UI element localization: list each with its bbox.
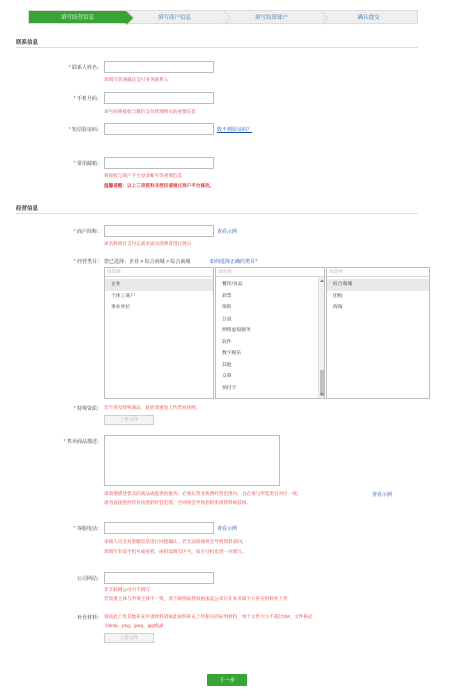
scroll-up-icon[interactable] [320, 279, 324, 282]
category-col2-item[interactable]: 网络虚拟服务 [222, 328, 251, 333]
desc-textarea[interactable] [104, 435, 280, 486]
progress-steps [28, 10, 418, 24]
category-col2-item[interactable]: 数字娱乐 [222, 351, 242, 356]
category-column-1[interactable] [104, 267, 214, 399]
category-col2-item[interactable]: 彩票 [222, 293, 232, 299]
desc-hint-2: 请勿直接照抄营业执照的经营范围，否则将会导致您的申请资料被驳回。 [104, 500, 252, 505]
step-1 [29, 11, 126, 23]
website-input[interactable] [104, 572, 214, 584]
category-col2-item[interactable]: 软件 [222, 339, 232, 345]
category-help-link[interactable]: 如何选择正确的类目？ [210, 259, 261, 265]
extra-label: 补充材料： [76, 615, 102, 621]
extra-upload-button[interactable]: 上传文件 [104, 633, 154, 643]
category-column-3[interactable] [326, 267, 430, 399]
website-label: 公司网站： [76, 576, 102, 582]
step-4 [320, 11, 417, 23]
category-search-3[interactable]: 请选择 [327, 268, 429, 277]
step-2-label: 填写商户信息 [157, 15, 191, 21]
category-col2-item[interactable]: 公益 [222, 316, 232, 322]
extra-hint-1: 请按此上传其他补充申请材料请按此说明补充上传相关的证明材料，单个文件大小不超过2M，文件格式 [104, 614, 313, 619]
category-search-1[interactable]: 请选择 [105, 268, 213, 277]
next-button[interactable]: 下一步 [207, 674, 247, 686]
category-column-2-scrollbar[interactable] [318, 277, 324, 398]
step-3 [223, 11, 320, 23]
merchant-short-hint: 该名称将在支付完成页面向消费者进行展示 [104, 241, 192, 246]
category-search-2[interactable]: 请选择 [216, 268, 324, 277]
website-hint-2: 若需要主体与申请主体不一致，请下载网站授权函加盖公章后在本页最下方补充材料处上传 [104, 596, 288, 601]
category-col2-item[interactable]: 预付卡 [222, 385, 237, 391]
contact-section-title: 联系信息 [16, 40, 39, 46]
email-warning: 温馨提醒：以上三项资料非授权请通过商户平台修改。 [104, 183, 215, 188]
no-code-link[interactable]: 收不到验证码？ [217, 127, 253, 133]
email-hint: 将接收与商户平台登录帐号等重要信息 [104, 173, 183, 178]
email-input[interactable] [104, 157, 214, 169]
category-column-2[interactable] [215, 267, 325, 399]
category-label: * 经营类目： [73, 259, 102, 265]
category-col1-item[interactable]: 事业单位 [111, 305, 131, 310]
service-phone-example-link[interactable]: 查看示例 [217, 526, 238, 532]
special-label: * 特殊资质： [73, 406, 102, 412]
category-selected-text: 您已选择：企业 > 综合商城 > 综合商城 [104, 259, 191, 265]
category-col1-item[interactable]: 企业 [105, 279, 213, 291]
desc-hint-1: 请简要描述售卖的商品或提供的服务，必须在营业执照经营范围内，且必须与所选类目对应一致。 [104, 491, 302, 496]
sms-label: * 短信验证码： [68, 127, 102, 133]
phone-input[interactable] [104, 92, 214, 104]
service-phone-hint-1: 审核人员会对客服电话进行回拨确认，若无法接通将会导致资料驳回， [104, 539, 247, 544]
category-col2-item[interactable]: 众筹 [222, 374, 232, 379]
business-section-title: 经营信息 [16, 206, 39, 212]
contact-name-input[interactable] [104, 61, 214, 73]
scroll-down-icon[interactable] [320, 393, 324, 396]
service-phone-hint-2: 请填写有效手机号或座机，座机需填写区号，如有分机也请一并填写。 [104, 549, 247, 554]
contact-name-hint: 请填写普通微信支付业务联系人 [104, 77, 169, 82]
service-phone-label: * 客服电话： [73, 526, 102, 532]
website-hint-1: 非互联网公司可不填写 [104, 587, 150, 592]
step-1-label: 填写经营信息 [60, 15, 94, 21]
special-hint: 若不涉及特殊商品，此处请重复上传营业执照。 [104, 405, 201, 410]
phone-label: * 手机号码： [73, 96, 102, 102]
category-col2-item[interactable]: 其他 [222, 362, 232, 368]
merchant-short-label: * 商户简称： [73, 229, 102, 235]
step-4-label: 确认提交 [357, 15, 380, 21]
phone-hint: 该号码将接收与微信支付管理相关的重要信息 [104, 109, 196, 114]
service-phone-input[interactable] [104, 522, 214, 534]
merchant-short-example-link[interactable]: 查看示例 [217, 229, 238, 235]
desc-example-link[interactable]: 查看示例 [372, 492, 393, 498]
category-col2-item[interactable]: 保险 [222, 305, 232, 310]
step-3-label: 填写结算账户 [254, 15, 288, 21]
category-col1-item[interactable]: 个体工商户 [111, 293, 135, 299]
merchant-short-input[interactable] [104, 225, 214, 237]
contact-divider [16, 47, 418, 48]
business-divider [16, 213, 418, 214]
step-2 [126, 11, 223, 23]
category-col3-item[interactable]: 海淘 [333, 305, 343, 310]
extra-hint-2: 为bmp、png、jpeg、jpg或gif [104, 623, 164, 628]
email-label: * 常用邮箱： [73, 161, 102, 167]
category-col3-item[interactable]: 团购 [333, 293, 343, 299]
desc-label: * 售卖商品描述： [63, 439, 102, 445]
category-col2-item[interactable]: 餐饮/食品 [222, 282, 243, 287]
category-col3-item[interactable]: 综合商城 [327, 279, 429, 291]
sms-code-input[interactable] [104, 123, 214, 135]
contact-name-label: * 联系人姓名： [68, 65, 102, 71]
special-upload-button[interactable]: 上传文件 [104, 415, 154, 425]
